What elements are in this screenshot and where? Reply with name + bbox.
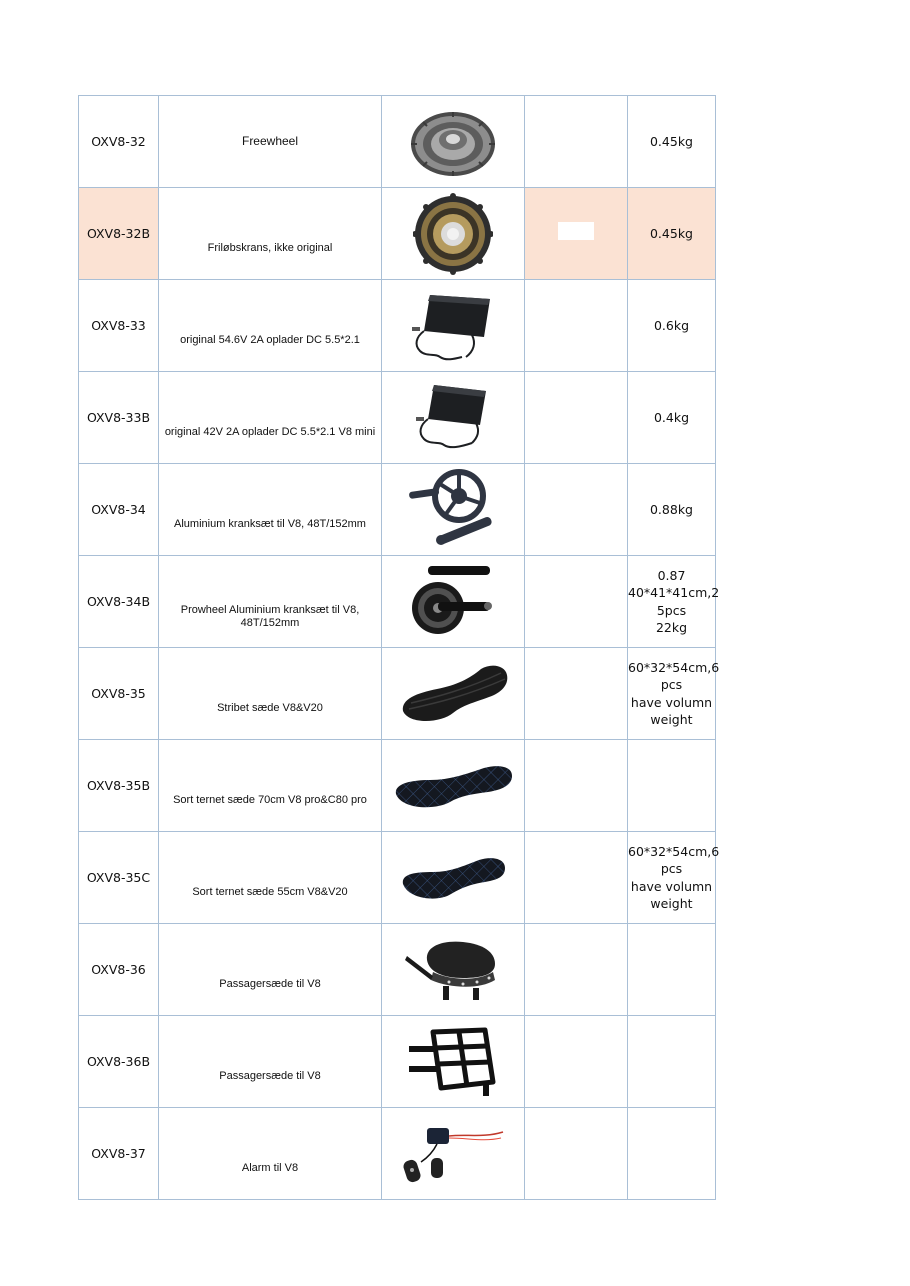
part-code: OXV8-33B (79, 372, 159, 464)
part-description: Sort ternet sæde 55cm V8&V20 (159, 832, 382, 924)
crankset-black-icon (408, 562, 498, 642)
table-row (79, 280, 716, 372)
part-image-cell (382, 832, 525, 924)
table-row (79, 832, 716, 924)
part-image-cell (382, 464, 525, 556)
part-description: original 42V 2A oplader DC 5.5*2.1 V8 mini (159, 372, 382, 464)
table-row (79, 188, 716, 280)
part-description: Aluminium kranksæt til V8, 48T/152mm (159, 464, 382, 556)
part-image-cell (382, 924, 525, 1016)
part-code: OXV8-35B (79, 740, 159, 832)
part-description: Sort ternet sæde 70cm V8 pro&C80 pro (159, 740, 382, 832)
seat-quilted-short-icon (399, 852, 507, 904)
part-description: Friløbskrans, ikke original (159, 188, 382, 280)
table-row (79, 740, 716, 832)
cassette-icon (407, 106, 499, 178)
blank-cell (525, 464, 628, 556)
part-code: OXV8-33 (79, 280, 159, 372)
white-box (558, 222, 594, 240)
part-image-cell (382, 1108, 525, 1200)
part-weight: 60*32*54cm,6 pcs have volumn weight (628, 648, 716, 740)
table-row (79, 648, 716, 740)
part-weight: 0.87 40*41*41cm,2 5pcs 22kg (628, 556, 716, 648)
part-code: OXV8-37 (79, 1108, 159, 1200)
part-code: OXV8-32 (79, 96, 159, 188)
freewheel-gold-icon (413, 191, 493, 277)
part-description: Passagersæde til V8 (159, 1016, 382, 1108)
part-weight: 0.6kg (628, 280, 716, 372)
blank-cell (525, 372, 628, 464)
part-image-cell (382, 280, 525, 372)
table-row (79, 1016, 716, 1108)
part-image-cell (382, 556, 525, 648)
part-description: Freewheel (159, 96, 382, 188)
blank-cell (525, 832, 628, 924)
part-image-cell (382, 648, 525, 740)
part-description: Stribet sæde V8&V20 (159, 648, 382, 740)
part-code: OXV8-35C (79, 832, 159, 924)
part-weight: 0.45kg (628, 188, 716, 280)
table-row (79, 924, 716, 1016)
seat-quilted-icon (392, 758, 514, 814)
blank-cell (525, 188, 628, 280)
part-code: OXV8-32B (79, 188, 159, 280)
part-code: OXV8-35 (79, 648, 159, 740)
parts-table (78, 95, 720, 1200)
alarm-kit-icon (397, 1122, 509, 1186)
part-image-cell (382, 188, 525, 280)
table-row (79, 372, 716, 464)
part-image-cell (382, 740, 525, 832)
part-weight (628, 740, 716, 832)
charger-icon (410, 287, 496, 365)
blank-cell (525, 1016, 628, 1108)
part-description: Alarm til V8 (159, 1108, 382, 1200)
seat-striped-icon (397, 659, 509, 729)
blank-cell (525, 1108, 628, 1200)
blank-cell (525, 96, 628, 188)
table-row (79, 556, 716, 648)
charger-icon (410, 381, 496, 455)
part-weight (628, 1016, 716, 1108)
table-row (79, 1108, 716, 1200)
part-weight: 60*32*54cm,6 pcs have volumn weight (628, 832, 716, 924)
part-image-cell (382, 1016, 525, 1108)
crankset-icon (407, 468, 499, 552)
part-weight: 0.4kg (628, 372, 716, 464)
table-row (79, 464, 716, 556)
part-weight: 0.45kg (628, 96, 716, 188)
part-weight: 0.88kg (628, 464, 716, 556)
rear-rack-icon (403, 1022, 503, 1102)
part-image-cell (382, 96, 525, 188)
part-code: OXV8-36 (79, 924, 159, 1016)
part-image-cell (382, 372, 525, 464)
table-row (79, 96, 716, 188)
part-description: original 54.6V 2A oplader DC 5.5*2.1 (159, 280, 382, 372)
passenger-seat-icon (403, 930, 503, 1010)
blank-cell (525, 556, 628, 648)
blank-cell (525, 924, 628, 1016)
blank-cell (525, 648, 628, 740)
part-weight (628, 924, 716, 1016)
part-code: OXV8-34 (79, 464, 159, 556)
part-weight (628, 1108, 716, 1200)
part-code: OXV8-36B (79, 1016, 159, 1108)
blank-cell (525, 740, 628, 832)
part-description: Passagersæde til V8 (159, 924, 382, 1016)
part-description: Prowheel Aluminium kranksæt til V8, 48T/152mm (159, 556, 382, 648)
blank-cell (525, 280, 628, 372)
part-code: OXV8-34B (79, 556, 159, 648)
